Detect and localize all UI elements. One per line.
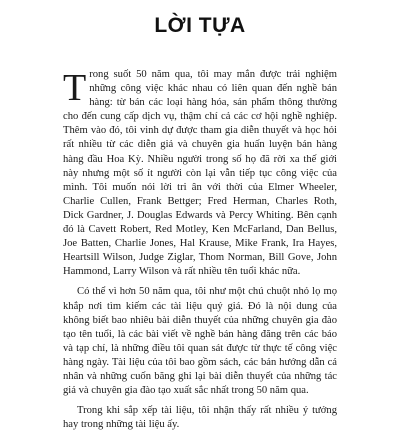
page-title: LỜI TỰA [154,14,246,37]
paragraph-3-text: Trong khi sắp xếp tài liệu, tôi nhận thấy rất nhiều ý tưởng hay trong những tài liệu ấy. [63,405,337,431]
drop-cap-letter: T [63,67,87,109]
paragraph-1-text: rong suốt 50 năm qua, tôi may mắn được trải nghiệm những công việc khác nhau có liên quan đến nghề bán hàng: từ bán các loại hàng hóa, sản phẩm thông thường cho đến cung cấp dịch vụ, thậm chí cả các cơ hội nghề nghiệp. Thêm vào đó, tôi vinh dự được tham gia diễn thuyết và học hỏi rất nhiều từ các diễn giả và chuyên gia huấn luyện bán hàng hàng đầu Hoa Kỳ. Nhiều người trong số họ đã rời xa thế giới này nhưng một số ít người còn lại vẫn tiếp tục công việc của mình. Tôi muốn nói lời tri ân với thời của Elmer Wheeler, Charlie Cullen, Frank Bettger; Fred Herman, Charles Roth, Dick Gardner, J. Douglas Edwards và Percy Whiting. Bên cạnh đó là Cavett Robert, Red Motley, Ken McFarland, Dan Bellus, Joe Batten, Charlie Jones, Hal Krause, Mike Frank, Ira Hayes, Heartsill Wilson, Judge Ziglar, Thom Norman, Bill Gove, John Hammond, Larry Wilson và rất nhiều tên tuổi khác nữa. [63,69,337,278]
paragraph-2-text: Có thể vì hơn 50 năm qua, tôi như một chú chuột nhỏ lọ mọ khắp nơi tìm kiếm các tài liệu quý giá. Đó là nội dung của không biết bao nhiêu bài diễn thuyết của những chuyên gia đào tạo tên tuổi, là các bài viết về nghề bán hàng đăng trên các báo và tạp chí, là những điều tôi quan sát được từ thực tế công việc hàng ngày. Tài liệu của tôi bao gồm sách, các bản hướng dẫn cá nhân và những cuốn băng ghi lại bài diễn thuyết của những tác giả và chuyên gia đào tạo xuất sắc nhất trong 50 năm qua. [63,286,337,397]
preface-body [63,68,337,432]
paragraph-1 [63,68,337,279]
paragraph-3 [63,404,337,432]
paragraph-2 [63,285,337,398]
